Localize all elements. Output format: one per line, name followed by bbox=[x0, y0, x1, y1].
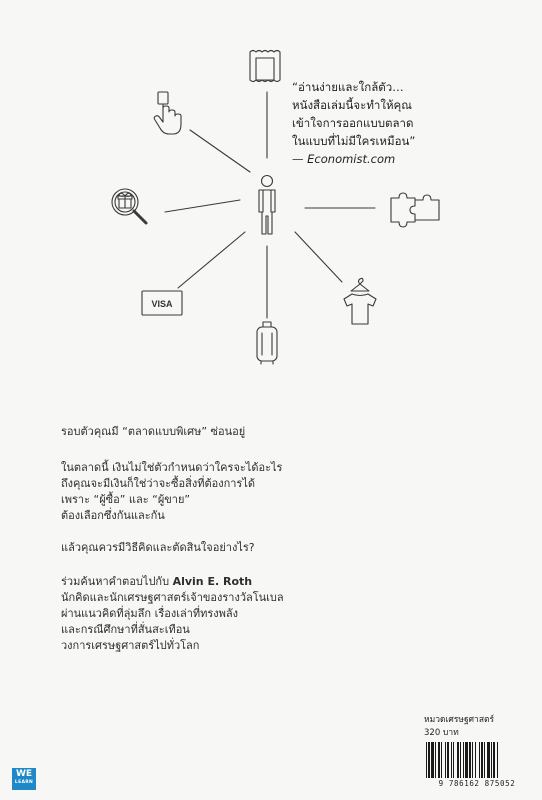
blurb-line: วงการเศรษฐศาสตร์ไปทั่วโลก bbox=[61, 639, 200, 652]
quote-line: หนังสือเล่มนี้จะทำให้คุณ bbox=[292, 98, 412, 112]
publisher-logo bbox=[12, 768, 36, 790]
barcode-bar bbox=[497, 742, 498, 778]
hand-pointer-icon bbox=[154, 92, 181, 134]
blurb-line: และกรณีศึกษาที่สั่นสะเทือน bbox=[61, 623, 190, 636]
blurb-line: ผ่านแนวคิดที่ลุ่มลึก เรื่องเล่าที่ทรงพลัง bbox=[61, 607, 239, 620]
person-icon bbox=[259, 176, 275, 235]
quote-line: ในแบบที่ไม่มีใครเหมือน” bbox=[292, 134, 416, 148]
barcode-bar bbox=[469, 742, 471, 778]
barcode-bar bbox=[435, 742, 436, 778]
author-name: Alvin E. Roth bbox=[172, 575, 253, 588]
barcode-bar bbox=[438, 742, 440, 778]
blurb-line: ต้องเลือกซึ่งกันและกัน bbox=[61, 509, 165, 522]
connector-line bbox=[190, 130, 250, 172]
barcode-bars bbox=[424, 742, 530, 778]
quote-line: “อ่านง่ายและใกล้ตัว… bbox=[292, 80, 404, 94]
quote-line: เข้าใจการออกแบบตลาด bbox=[292, 116, 414, 130]
connector-line bbox=[165, 200, 240, 212]
barcode-bar bbox=[491, 742, 492, 778]
barcode-bar bbox=[451, 742, 452, 778]
blurb-paragraph-2 bbox=[61, 460, 421, 524]
pull-quote bbox=[292, 78, 492, 168]
barcode-bar bbox=[487, 742, 490, 778]
blurb-line: รอบตัวคุณมี “ตลาดแบบพิเศษ” ซ่อนอยู่ bbox=[61, 425, 246, 438]
visa-label: VISA bbox=[151, 299, 173, 309]
barcode-bar bbox=[460, 742, 461, 778]
blurb-line: ในตลาดนี้ เงินไม่ใช่ตัวกำหนดว่าใครจะได้อะไร bbox=[61, 461, 283, 474]
price-label: 320 บาท bbox=[424, 728, 459, 738]
blurb-line: แล้วคุณควรมีวิธีคิดและตัดสินใจอย่างไร? bbox=[61, 541, 255, 554]
blurb-prefix: ร่วมค้นหาคำตอบไปกับ bbox=[61, 575, 173, 588]
barcode-bar bbox=[465, 742, 468, 778]
gift-magnifier-icon bbox=[112, 189, 146, 223]
puzzle-pieces-icon bbox=[391, 193, 439, 227]
blurb-line bbox=[61, 574, 421, 590]
blurb-line: ถึงคุณจะมีเงินก็ใช่ว่าจะซื้อสิ่งที่ต้องการได้ bbox=[61, 477, 256, 490]
barcode-bar bbox=[453, 742, 454, 778]
barcode-bar bbox=[472, 742, 473, 778]
blurb-line: นักคิดและนักเศรษฐศาสตร์เจ้าของรางวัลโนเบล bbox=[61, 591, 284, 604]
category-label: หมวดเศรษฐศาสตร์ bbox=[424, 715, 495, 725]
logo-text-bottom: LEARN bbox=[14, 780, 34, 785]
barcode-bar bbox=[447, 742, 449, 778]
barcode-bar bbox=[445, 742, 446, 778]
barcode-bar bbox=[441, 742, 442, 778]
picture-frame-icon bbox=[250, 51, 280, 82]
barcode-bar bbox=[431, 742, 434, 778]
t-shirt-icon bbox=[344, 278, 376, 324]
barcode-bar bbox=[479, 742, 480, 778]
barcode-bar bbox=[481, 742, 483, 778]
connector-line bbox=[178, 232, 245, 288]
barcode-bar bbox=[493, 742, 495, 778]
isbn-barcode bbox=[424, 742, 530, 790]
price-box bbox=[424, 714, 524, 740]
quote-source: — Economist.com bbox=[292, 152, 396, 166]
blurb-line: เพราะ “ผู้ซื้อ” และ “ผู้ขาย” bbox=[61, 493, 191, 506]
connector-line bbox=[295, 232, 342, 282]
blurb-intro bbox=[61, 424, 421, 440]
barcode-bar bbox=[484, 742, 485, 778]
logo-text-top: WE bbox=[15, 769, 33, 779]
blurb-question bbox=[61, 540, 421, 556]
suitcase-icon bbox=[257, 322, 277, 364]
barcode-bar bbox=[463, 742, 464, 778]
isbn-number: 9 786162 875052 bbox=[438, 779, 516, 788]
barcode-bar bbox=[457, 742, 459, 778]
barcode-bar bbox=[475, 742, 476, 778]
barcode-bar bbox=[426, 742, 427, 778]
barcode-bar bbox=[428, 742, 430, 778]
blurb-paragraph-4 bbox=[61, 574, 421, 654]
